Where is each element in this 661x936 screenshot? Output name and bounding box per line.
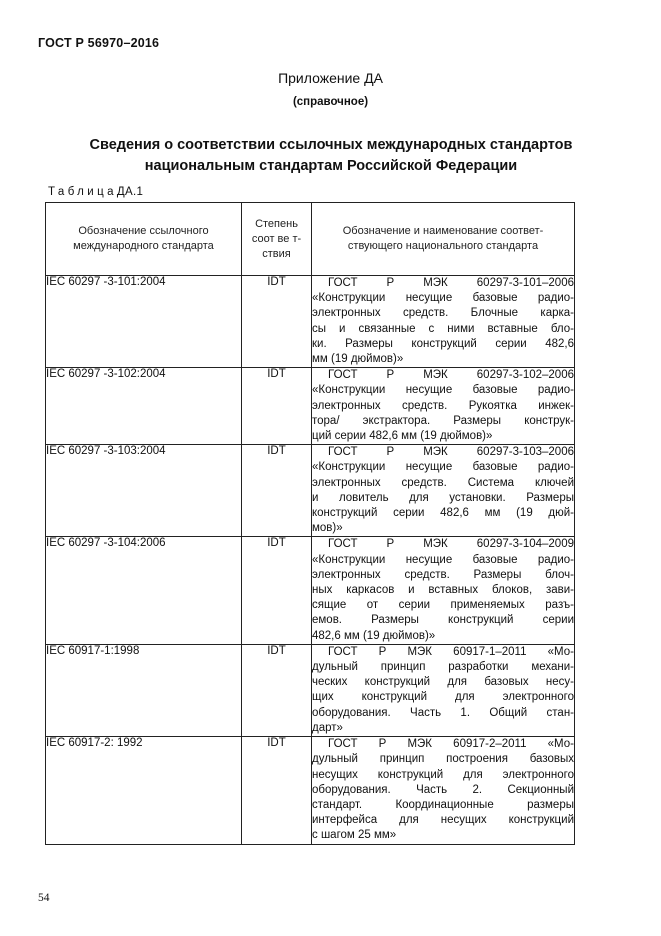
national-standard-text-line: ГОСТ Р МЭК 60917-1–2011 «Мо- (328, 645, 574, 658)
national-standard-text-line: дульный принцип построения базовых (312, 753, 574, 766)
national-standard-text-line: ГОСТ Р МЭК 60297-3-103–2006 (328, 446, 574, 459)
national-standard-text-line: несущих конструкций для электронного (312, 768, 574, 781)
national-standard-text-line: «Конструкции несущие базовые радио- (312, 461, 574, 474)
table-header-row (46, 203, 575, 276)
table-row (46, 537, 575, 644)
degree-cell: IDT (242, 537, 312, 644)
national-standard-text-line: с шагом 25 мм» (312, 829, 397, 842)
national-standard-text-line: ческих конструкций для базовых несу- (312, 676, 574, 689)
national-standard-text-line: тора/ экстрактора. Размеры конструк- (312, 414, 574, 427)
main-title-line-2: национальным стандартам Российской Федерации (144, 158, 518, 174)
national-standard-text-line: оборудования. Часть 2. Секционный (312, 783, 574, 796)
national-standard-text-line: конструкций серии 482,6 мм (19 дюй- (312, 507, 574, 520)
appendix-title: Приложение ДА (278, 70, 383, 86)
national-standard-cell (312, 445, 575, 537)
header-national-standard (312, 203, 575, 276)
header-intl-standard (46, 203, 242, 276)
header-degree (242, 203, 312, 276)
degree-cell: IDT (242, 368, 312, 445)
national-standard-text-line: оборудования. Часть 1. Общий стан- (312, 706, 574, 719)
national-standard-text-line: ГОСТ Р МЭК 60917-2–2011 «Мо- (328, 738, 574, 751)
header-national-standard-line-2: ствующего национального стандарта (347, 240, 539, 252)
national-standard-text-line: сы и связанные с ними вставные бло- (312, 322, 574, 335)
table-row (46, 276, 575, 368)
table-row (46, 737, 575, 844)
intl-standard-cell: IEC 60917-1:1998 (46, 644, 242, 736)
table-row (46, 368, 575, 445)
national-standard-text-line: «Конструкции несущие базовые радио- (312, 553, 574, 566)
national-standard-cell (312, 276, 575, 368)
degree-cell: IDT (242, 445, 312, 537)
header-intl-standard-line-1: Обозначение ссылочного (78, 225, 209, 237)
national-standard-cell (312, 368, 575, 445)
intl-standard-cell: IEC 60297 -3-103:2004 (46, 445, 242, 537)
document-code: ГОСТ Р 56970–2016 (38, 36, 160, 50)
national-standard-text-line: сящие от серии применяемых разъ- (312, 599, 574, 612)
national-standard-cell (312, 644, 575, 736)
header-national-standard-line-1: Обозначение и наименование соответ- (342, 225, 544, 237)
intl-standard-cell: IEC 60917-2: 1992 (46, 737, 242, 844)
main-title-line-1: Сведения о соответствии ссылочных международных стандартов (89, 137, 573, 153)
national-standard-text-line: щих конструкций для электронного (312, 691, 574, 704)
national-standard-text-line: ГОСТ Р МЭК 60297-3-104–2009 (328, 538, 574, 551)
national-standard-text-line: дарт» (312, 721, 343, 734)
table-caption-number: ДА.1 (116, 186, 144, 198)
national-standard-cell (312, 737, 575, 844)
degree-cell: IDT (242, 644, 312, 736)
table-row (46, 445, 575, 537)
national-standard-text-line: ций серии 482,6 мм (19 дюймов)» (312, 430, 493, 443)
national-standard-text-line: «Конструкции несущие базовые радио- (312, 292, 574, 305)
national-standard-text-line: и ловитель для установки. Размеры (312, 491, 574, 504)
national-standard-text-line: ки. Размеры конструкций серии 482,6 (312, 337, 574, 350)
intl-standard-cell: IEC 60297 -3-101:2004 (46, 276, 242, 368)
degree-cell: IDT (242, 737, 312, 844)
national-standard-text-line: 482,6 мм (19 дюймов)» (312, 629, 436, 642)
national-standard-text-line: электронных средств. Рукоятка инжек- (312, 399, 574, 412)
intl-standard-cell: IEC 60297 -3-102:2004 (46, 368, 242, 445)
header-degree-line-1: Степень (255, 217, 298, 230)
correspondence-table (45, 202, 575, 845)
national-standard-text-line: интерфейса для несущих конструкций (312, 814, 574, 827)
national-standard-text-line: ГОСТ Р МЭК 60297-3-102–2006 (328, 369, 574, 382)
header-degree-line-3: ствия (262, 247, 291, 260)
main-title (40, 135, 622, 177)
table-caption (48, 186, 143, 198)
degree-cell: IDT (242, 276, 312, 368)
national-standard-text-line: мов)» (312, 522, 343, 535)
page-number: 54 (38, 892, 50, 904)
national-standard-text-line: ных каркасов и вставных блоков, зави- (312, 584, 574, 597)
national-standard-text-line: электронных средств. Система ключей (312, 476, 574, 489)
table-row (46, 644, 575, 736)
national-standard-text-line: мм (19 дюймов)» (312, 353, 404, 366)
national-standard-text-line: стандарт. Координационные размеры (312, 798, 574, 811)
national-standard-text-line: ГОСТ Р МЭК 60297-3-101–2006 (328, 277, 574, 289)
national-standard-text-line: электронных средств. Размеры блоч- (312, 568, 574, 581)
national-standard-text-line: емов. Размеры конструкций серии (312, 614, 574, 627)
table-caption-word: Таблица (48, 186, 117, 198)
national-standard-text-line: «Конструкции несущие базовые радио- (312, 384, 574, 397)
national-standard-cell (312, 537, 575, 644)
intl-standard-cell: IEC 60297 -3-104:2006 (46, 537, 242, 644)
header-intl-standard-line-2: международного стандарта (73, 240, 214, 252)
appendix-subtitle: (справочное) (292, 96, 369, 108)
national-standard-text-line: электронных средств. Блочные карка- (312, 307, 574, 320)
header-degree-line-2: соот ве т- (251, 232, 302, 245)
national-standard-text-line: дульный принцип разработки механи- (312, 661, 574, 674)
